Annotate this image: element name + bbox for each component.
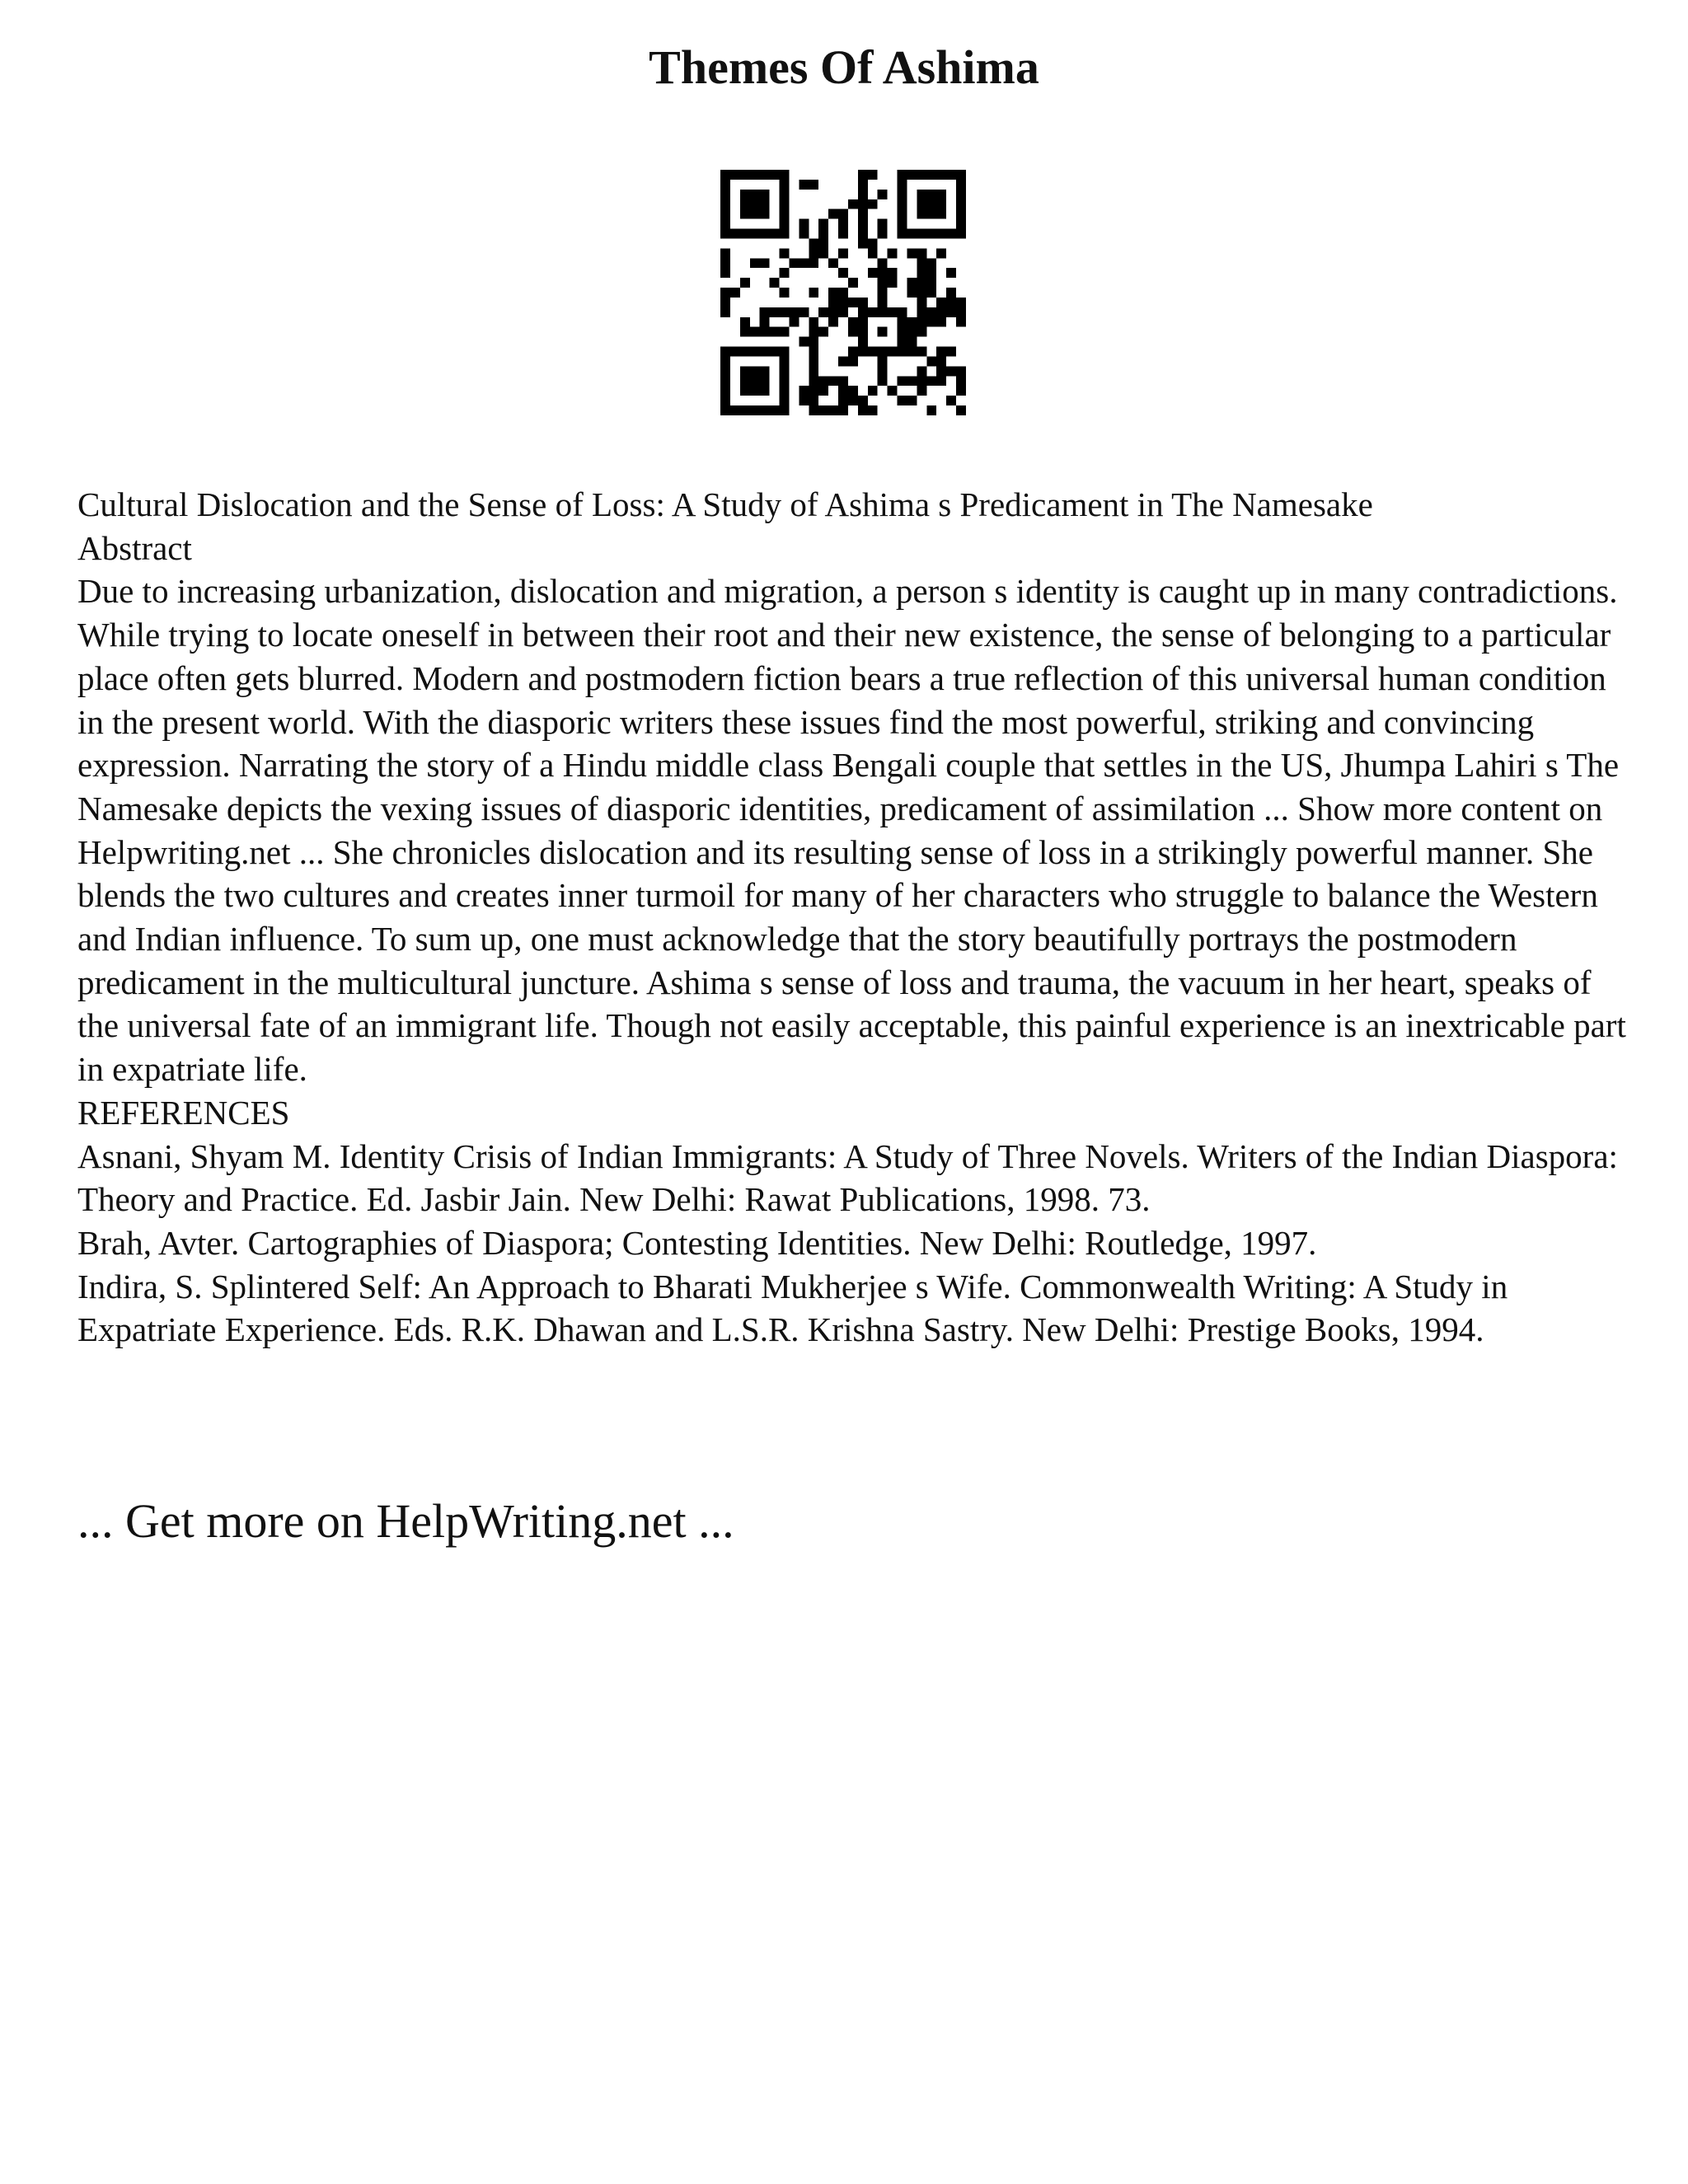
reference-item: Brah, Avter. Cartographies of Diaspora; Contesting Identities. New Delhi: Routledge, 1997. <box>77 1223 1317 1262</box>
qr-code[interactable] <box>720 170 966 415</box>
reference-item: Asnani, Shyam M. Identity Crisis of Indian Immigrants: A Study of Three Novels. Writers of the Indian Diaspora: Theory and Practice. Ed. Jasbir Jain. New Delhi: Rawat Publications, 1998. 73. <box>77 1137 1618 1219</box>
article-body <box>77 483 1627 1352</box>
qr-code-icon <box>720 170 966 415</box>
abstract-label: Abstract <box>77 528 192 567</box>
abstract-text: Due to increasing urbanization, dislocation and migration, a person s identity is caught up in many contradictions. While trying to locate oneself in between their root and their new existence, the sense of belonging to a particular place often gets blurred. Modern and postmodern fiction bears a true reflection of this universal human condition in the present world. With the diasporic writers these issues find the most powerful, striking and convincing expression. Narrating the story of a Hindu middle class Bengali couple that settles in the US, Jhumpa Lahiri s The Namesake depicts the vexing issues of diasporic identities, predicament of assimilation ... Show more content on Helpwriting.net ... She chronicles dislocation and its resulting sense of loss in a strikingly powerful manner. She blends the two cultures and creates inner turmoil for many of her characters who struggle to balance the Western and Indian influence. To sum up, one must acknowledge that the story beautifully portrays the postmodern predicament in the multicultural juncture. Ashima s sense of loss and trauma, the vacuum in her heart, speaks of the universal fate of an immigrant life. Though not easily acceptable, this painful experience is an inextricable part in expatriate life. <box>77 572 1626 1089</box>
article-heading: Cultural Dislocation and the Sense of Loss: A Study of Ashima s Predicament in The Namesake <box>77 485 1373 523</box>
reference-item: Indira, S. Splintered Self: An Approach to Bharati Mukherjee s Wife. Commonwealth Writing: A Study in Expatriate Experience. Eds. R.K. Dhawan and L.S.R. Krishna Sastry. New Delhi: Prestige Books, 1994. <box>77 1267 1508 1349</box>
references-label: REFERENCES <box>77 1093 290 1132</box>
page-title: Themes Of Ashima <box>649 40 1039 94</box>
get-more-link[interactable]: ... Get more on HelpWriting.net ... <box>77 1494 734 1548</box>
